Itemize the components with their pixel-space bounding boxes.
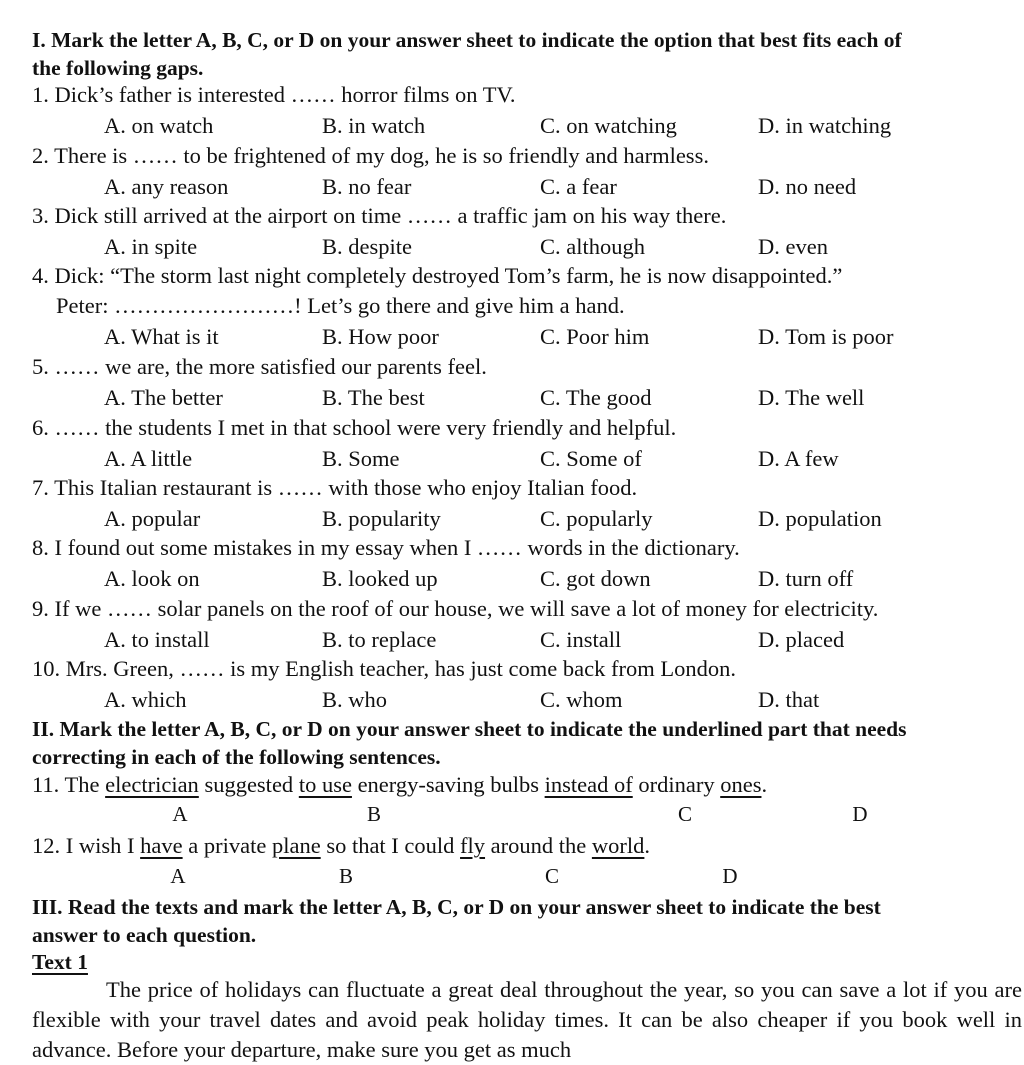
question-4-stem: 4. Dick: “The storm last night completely destroyed Tom’s farm, he is now disappointed.” [32,263,843,288]
question-5-option-d: D. The well [758,385,865,410]
q11-underlined-d: ones [720,772,762,797]
question-4-option-c: C. Poor him [540,324,650,349]
question-8-option-c: C. got down [540,566,651,591]
question-10-option-a: A. which [104,687,187,712]
question-4-stem-line-2: Peter: ……………………! Let’s go there and give him a hand. [56,293,625,318]
question-5-option-c: C. The good [540,385,652,410]
section-2-heading-line-2: correcting in each of the following sentences. [32,745,441,769]
section-2-heading-line-1: II. Mark the letter A, B, C, or D on your answer sheet to indicate the underlined part that needs [32,717,907,741]
question-11 [32,771,767,799]
question-8-stem: 8. I found out some mistakes in my essay when I …… words in the dictionary. [32,535,740,560]
q12-underlined-d: world [591,833,645,858]
section-1-heading-line-1: I. Mark the letter A, B, C, or D on your answer sheet to indicate the option that best fits each of [32,28,902,52]
question-6-option-b: B. Some [322,446,400,471]
question-5-stem: 5. …… we are, the more satisfied our parents feel. [32,354,487,379]
question-1-option-d: D. in watching [758,113,892,138]
question-1-option-c: C. on watching [540,113,677,138]
question-6-option-c: C. Some of [540,446,642,471]
q12-letter-b: B [338,864,353,888]
question-7-option-c: C. popularly [540,506,653,531]
q11-underlined-c: instead of [544,772,633,797]
question-4-option-b: B. How poor [322,324,439,349]
question-2-option-d: D. no need [758,174,857,199]
q11-underlined-b: to use [298,772,352,797]
question-7-option-b: B. popularity [322,506,441,531]
question-1-option-a: A. on watch [104,113,214,138]
question-2-option-a: A. any reason [104,174,229,199]
q11-underlined-a: electrician [105,772,199,797]
q11-text: suggested [198,772,299,797]
q12-letter-a: A [170,864,186,888]
text-1-label: Text 1 [32,950,88,974]
section-3-heading-line-2: answer to each question. [32,923,257,947]
q12-text: around the [485,833,592,858]
question-10-option-c: C. whom [540,687,623,712]
question-3-option-c: C. although [540,234,645,259]
q12-number: 12. I wish I [32,833,141,858]
question-4-option-d: D. Tom is poor [758,324,894,349]
q12-underlined-b: plane [271,833,321,858]
question-10-option-b: B. who [322,687,388,712]
q11-text: . [761,772,768,797]
q12-text: a private [182,833,272,858]
question-8-option-b: B. looked up [322,566,438,591]
q12-text: so that I could [320,833,461,858]
question-3-option-a: A. in spite [104,234,198,259]
question-1-option-b: B. in watch [322,113,426,138]
question-2-stem: 2. There is …… to be frightened of my dog, he is so friendly and harmless. [32,143,709,168]
question-5-option-a: A. The better [104,385,223,410]
q11-letter-c: C [677,802,692,826]
q11-letter-d: D [852,802,868,826]
question-3-option-d: D. even [758,234,828,259]
q11-text: ordinary [632,772,721,797]
question-4-option-a: A. What is it [104,324,219,349]
question-9-option-d: D. placed [758,627,845,652]
q12-underlined-c: fly [460,833,486,858]
text-1-paragraph: The price of holidays can fluctuate a great deal throughout the year, so you can save a lot if you are flexible with your travel dates and avoid peak holiday times. It can be also cheaper if you book well in advance. Before your departure, make sure you get as much [32,977,1022,1062]
q11-letter-b: B [366,802,381,826]
q12-letter-d: D [722,864,738,888]
question-3-stem: 3. Dick still arrived at the airport on time …… a traffic jam on his way there. [32,203,727,228]
question-7-option-d: D. population [758,506,882,531]
q12-underlined-a: have [140,833,183,858]
q11-letter-a: A [172,802,188,826]
q11-text: energy-saving bulbs [351,772,545,797]
question-7-option-a: A. popular [104,506,201,531]
question-1-stem: 1. Dick’s father is interested …… horror films on TV. [32,82,516,107]
q11-number: 11. The [32,772,106,797]
question-12 [32,832,650,860]
q12-letter-c: C [544,864,559,888]
question-6-option-a: A. A little [104,446,193,471]
question-2-option-b: B. no fear [322,174,412,199]
question-8-option-a: A. look on [104,566,200,591]
question-6-option-d: D. A few [758,446,839,471]
question-2-option-c: C. a fear [540,174,617,199]
q12-text: . [644,833,651,858]
section-1-heading-line-2: the following gaps. [32,56,204,80]
question-9-option-b: B. to replace [322,627,437,652]
section-3-heading-line-1: III. Read the texts and mark the letter A, B, C, or D on your answer sheet to indicate the best [32,895,881,919]
question-3-option-b: B. despite [322,234,412,259]
question-7-stem: 7. This Italian restaurant is …… with those who enjoy Italian food. [32,475,638,500]
question-5-option-b: B. The best [322,385,425,410]
question-10-stem: 10. Mrs. Green, …… is my English teacher, has just come back from London. [32,656,736,681]
question-9-option-c: C. install [540,627,622,652]
question-10-option-d: D. that [758,687,820,712]
question-6-stem: 6. …… the students I met in that school were very friendly and helpful. [32,415,677,440]
question-8-option-d: D. turn off [758,566,854,591]
question-9-option-a: A. to install [104,627,210,652]
question-9-stem: 9. If we …… solar panels on the roof of our house, we will save a lot of money for electricity. [32,596,879,621]
